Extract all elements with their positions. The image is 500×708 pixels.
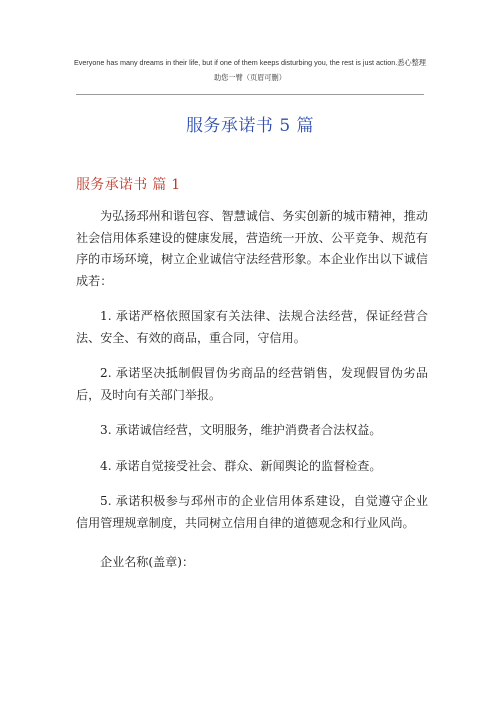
intro-paragraph: 为弘扬邳州和谐包容、智慧诚信、务实创新的城市精神，推动社会信用体系建设的健康发展，营造统一开放、公平竞争、规范有序的市场环境，树立企业诚信守法经营形象。本企业作出以下诚信成若： [76,209,428,288]
commitment-item-1: 1. 承诺严格依照国家有关法律、法规合法经营，保证经营合法、安全、有效的商品，重合同，守信用。 [76,309,428,345]
header-divider [76,94,424,95]
commitment-item-5: 5. 承诺积极参与邳州市的企业信用体系建设，自觉遵守企业信用管理规章制度，共同树立信用自律的道德观念和行业风尚。 [76,494,428,530]
header-quote: Everyone has many dreams in their life, but if one of them keeps disturbing you, the rest is just action.悉心整理 [74,58,426,67]
document-body [76,206,428,574]
section-heading: 服务承诺书 篇 1 [76,177,181,193]
commitment-item-4: 4. 承诺自觉接受社会、群众、新闻舆论的监督检查。 [100,458,382,473]
commitment-item-3: 3. 承诺诚信经营，文明服务，维护消费者合法权益。 [100,423,382,437]
page-header [60,58,440,84]
header-note: 助您一臂（页眉可删） [214,73,286,82]
document-title: 服务承诺书 5 篇 [185,116,315,136]
commitment-item-2: 2. 承诺坚决抵制假冒伪劣商品的经营销售，发现假冒伪劣品后，及时向有关部门举报。 [76,366,428,402]
company-name-label: 企业名称(盖章)： [100,555,195,569]
